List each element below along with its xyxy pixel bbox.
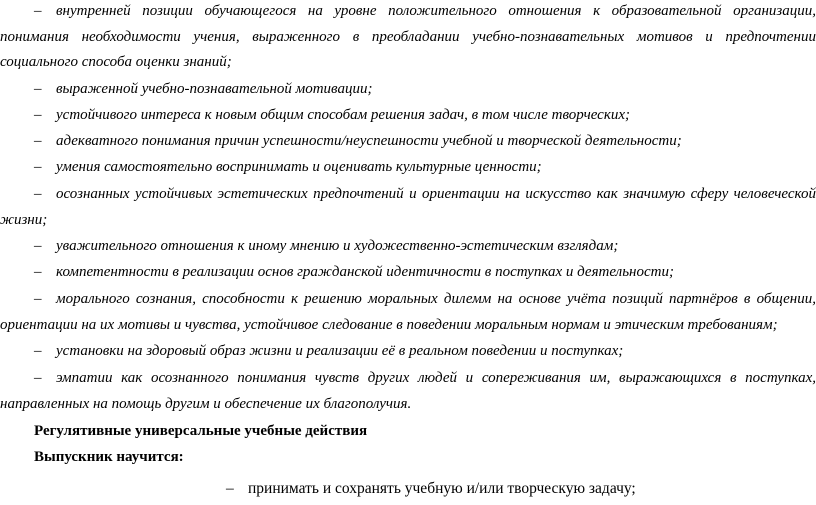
list-dash: – [34,133,42,149]
list-dash: – [34,3,42,19]
list-dash: – [34,238,42,254]
list-item-text: эмпатии как осознанного понимания чувств других людей и сопереживания им, выражающихся в поступках, [56,370,816,386]
list-item-line [0,184,816,204]
list-item-line [0,157,816,177]
list-item-continuation: социального способа оценки знаний; [0,54,232,70]
list-item-line [0,131,816,151]
list-item-line [226,479,816,499]
list-item-text: принимать и сохранять учебную и/или творческую задачу; [248,480,636,497]
list-item-line [0,368,816,388]
list-dash: – [34,264,42,280]
list-item-continuation: ориентации на их мотивы и чувства, устойчивое следование в поведении моральным нормам и этическим требованиям; [0,317,778,333]
list-dash: – [34,107,42,123]
list-dash: – [34,186,42,202]
list-dash: – [34,81,42,97]
list-item-text: уважительного отношения к иному мнению и художественно-эстетическим взглядам; [56,238,619,254]
list-item-text: устойчивого интереса к новым общим способам решения задач, в том числе творческих; [56,107,631,123]
list-item-text: установки на здоровый образ жизни и реализации её в реальном поведении и поступках; [56,343,624,359]
list-item-text: осознанных устойчивых эстетических предпочтений и ориентации на искусство как значимую сферу человеческой [56,186,816,202]
list-dash: – [34,159,42,175]
list-item-text: внутренней позиции обучающегося на уровне положительного отношения к образовательной организации, [56,3,816,19]
list-item-continuation: направленных на помощь другим и обеспечение их благополучия. [0,396,412,412]
list-dash: – [34,343,42,359]
list-item-continuation: понимания необходимости учения, выраженного в преобладании учебно-познавательных мотивов и предпочтении [0,29,816,45]
list-item-text: адекватного понимания причин успешности/неуспешности учебной и творческой деятельности; [56,133,682,149]
list-dash: – [34,370,42,386]
list-item-text: умения самостоятельно воспринимать и оценивать культурные ценности; [56,159,542,175]
list-item-line [0,79,816,99]
list-item-line [0,262,816,282]
section-subheading: Выпускник научится: [34,449,184,465]
list-item-line [0,341,816,361]
list-dash: – [34,291,42,307]
list-dash: – [226,480,234,497]
list-item-line [0,236,816,256]
list-item-line [0,105,816,125]
section-heading: Регулятивные универсальные учебные действия [34,423,368,439]
list-item-text: морального сознания, способности к решению моральных дилемм на основе учёта позиций партнёров в общении, [56,291,816,307]
list-item-text: компетентности в реализации основ гражданской идентичности в поступках и деятельности; [56,264,674,280]
list-item-text: выраженной учебно-познавательной мотивации; [56,81,373,97]
list-item-continuation: жизни; [0,212,48,228]
list-item-line [0,289,816,309]
list-item-line [0,1,816,21]
